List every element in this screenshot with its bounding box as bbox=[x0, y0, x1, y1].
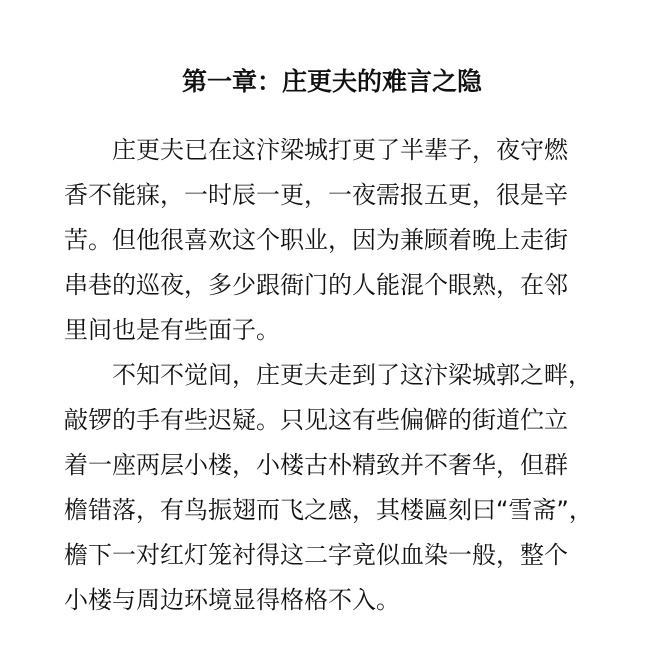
text-line: 着一座两层小楼，小楼古朴精致并不奢华，但群 bbox=[64, 451, 568, 479]
text-line: 檐错落，有鸟振翅而飞之感，其楼匾刻曰“雪斋”， bbox=[64, 496, 593, 524]
text-line: 苦。但他很喜欢这个职业，因为兼顾着晚上走街 bbox=[64, 226, 568, 254]
paragraph-1 bbox=[64, 128, 604, 353]
text-line: 檐下一对红灯笼衬得这二字竟似血染一般，整个 bbox=[64, 541, 568, 569]
text-line: 串巷的巡夜，多少跟衙门的人能混个眼熟，在邻 bbox=[64, 271, 568, 299]
text-line: 庄更夫已在这汴梁城打更了半辈子，夜守燃 bbox=[112, 136, 568, 164]
text-line: 香不能寐，一时辰一更，一夜需报五更，很是辛 bbox=[64, 181, 568, 209]
paragraph-2 bbox=[64, 353, 604, 623]
text-line: 敲锣的手有些迟疑。只见这有些偏僻的街道伫立 bbox=[64, 406, 568, 434]
chapter-body bbox=[64, 128, 604, 623]
text-line: 里间也是有些面子。 bbox=[64, 316, 280, 344]
text-line: 不知不觉间，庄更夫走到了这汴梁城郭之畔， bbox=[112, 361, 592, 389]
text-line: 小楼与周边环境显得格格不入。 bbox=[64, 586, 400, 614]
chapter-title: 第一章：庄更夫的难言之隐 bbox=[181, 67, 482, 96]
